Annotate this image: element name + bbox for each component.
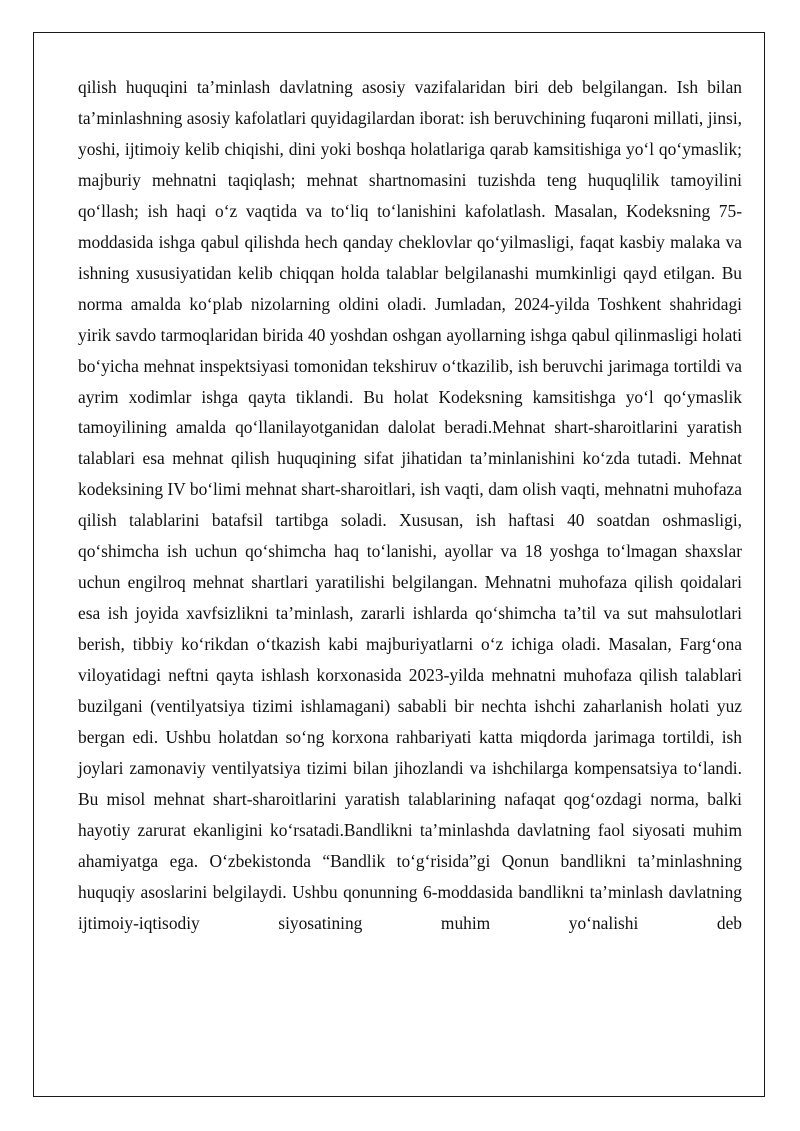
body-paragraph: qilish huquqini ta’minlash davlatning asosiy vazifalaridan biri deb belgilangan. Ish bilan ta’minlashning asosiy kafolatlari quyidagilardan iborat: ish beruvchining fuqaroni millati, jinsi, yoshi, ijtimoiy kelib chiqishi, dini yoki boshqa holatlariga qarab kamsitishiga yo‘l qo‘ymaslik; majburiy mehnatni taqiqlash; mehnat shartnomasini tuzishda teng huquqlilik tamoyilini qo‘llash; ish haqi o‘z vaqtida va to‘liq to‘lanishini kafolatlash. Masalan, Kodeksning 75-moddasida ishga qabul qilishda hech qanday cheklovlar qo‘yilmasligi, faqat kasbiy malaka va ishning xususiyatidan kelib chiqqan holda talablar belgilanashi mumkinligi qayd etilgan. Bu norma amalda ko‘plab nizolarning oldini oladi. Jumladan, 2024-yilda Toshkent shahridagi yirik savdo tarmoqlaridan birida 40 yoshdan oshgan ayollarning ishga qabul qilinmasligi holati bo‘yicha mehnat inspektsiyasi tomonidan tekshiruv o‘tkazilib, ish beruvchi jarimaga tortildi va ayrim xodimlar ishga qayta tiklandi. Bu holat Kodeksning kamsitishga yo‘l qo‘ymaslik tamoyilining amalda qo‘llanilayotganidan dalolat beradi.Mehnat shart-sharoitlarini yaratish talablari esa mehnat qilish huquqining sifat jihatidan ta’minlanishini ko‘zda tutadi. Mehnat kodeksining IV bo‘limi mehnat shart-sharoitlari, ish vaqti, dam olish vaqti, mehnatni muhofaza qilish talablarini batafsil tartibga soladi. Xususan, ish haftasi 40 soatdan oshmasligi, qo‘shimcha ish uchun qo‘shimcha haq to‘lanishi, ayollar va 18 yoshga to‘lmagan shaxslar uchun engilroq mehnat shartlari yaratilishi belgilangan. Mehnatni muhofaza qilish qoidalari esa ish joyida xavfsizlikni ta’minlash, zararli ishlarda qo‘shimcha ta’til va sut mahsulotlari berish, tibbiy ko‘rikdan o‘tkazish kabi majburiyatlarni o‘z ichiga oladi. Masalan, Farg‘ona viloyatidagi neftni qayta ishlash korxonasida 2023-yilda mehnatni muhofaza qilish talablari buzilgani (ventilyatsiya tizimi ishlamagani) sababli bir nechta ishchi zaharlanish holati yuz bergan edi. Ushbu holatdan so‘ng korxona rahbariyati katta miqdorda jarimaga tortildi, ish joylari zamonaviy ventilyatsiya tizimi bilan jihozlandi va ishchilarga kompensatsiya to‘landi. Bu misol mehnat shart-sharoitlarini yaratish talablarining nafaqat qog‘ozdagi norma, balki hayotiy zarurat ekanligini ko‘rsatadi.Bandlikni ta’minlashda davlatning faol siyosati muhim ahamiyatga ega. O‘zbekistonda “Bandlik to‘g‘risida”gi Qonun bandlikni ta’minlashning huquqiy asoslarini belgilaydi. Ushbu qonunning 6-moddasida bandlikni ta’minlash davlatning ijtimoiy-iqtisodiy siyosatining muhim yo‘nalishi deb: [78, 77, 742, 933]
